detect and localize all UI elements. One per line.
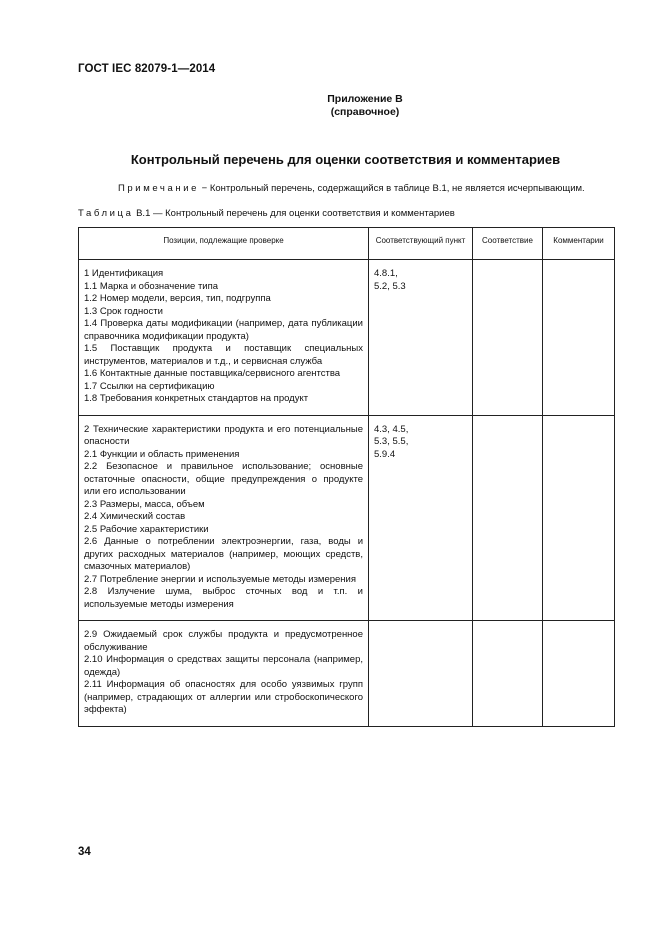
checklist-item: 1.1 Марка и обозначение типа — [84, 280, 219, 292]
checklist-item: 1.4 Проверка даты модификации (например, дата публикации справочника модификации продукта) — [84, 318, 363, 342]
clause-cell — [369, 621, 473, 727]
positions-cell — [79, 415, 369, 621]
clause-reference: 4.8.1, — [374, 268, 398, 279]
standard-designation: ГОСТ IEC 82079-1—2014 — [78, 63, 216, 75]
note — [118, 183, 585, 194]
checklist-item: 2.9 Ожидаемый срок службы продукта и предусмотренное обслуживание — [84, 629, 363, 653]
checklist-item: 1.5 Поставщик продукта и поставщик специальных инструментов, материалов и т.д., и сервисная служба — [84, 343, 363, 367]
note-label: Примечание — [118, 183, 199, 194]
checklist-item: 2.11 Информация об опасностях для особо уязвимых групп (например, страдающих от аллергии или стробоскопического эффекта) — [84, 679, 363, 715]
checklist-item: 2.6 Данные о потреблении электроэнергии, газа, воды и других расходных материалов (например, моющих средств, смазочных материалов) — [84, 536, 363, 572]
comments-cell — [543, 621, 615, 727]
appendix-heading — [280, 93, 450, 119]
table-caption-text: В.1 — Контрольный перечень для оценки соответствия и комментариев — [133, 208, 455, 219]
table-body — [79, 260, 615, 727]
table-row — [79, 621, 615, 727]
positions-cell — [79, 621, 369, 727]
checklist-item: 2.5 Рабочие характеристики — [84, 523, 209, 535]
table-row — [79, 415, 615, 621]
checklist-item: 2.3 Размеры, масса, объем — [84, 498, 205, 510]
checklist-item: 1.2 Номер модели, версия, тип, подгруппа — [84, 293, 271, 304]
clause-reference: 5.2, 5.3 — [374, 280, 406, 292]
clause-cell — [369, 415, 473, 621]
note-text: − Контрольный перечень, содержащийся в таблице В.1, не является исчерпывающим. — [199, 183, 585, 194]
appendix-subtitle: (справочное) — [330, 106, 400, 118]
header-clause: Соответствующий пункт — [369, 228, 473, 260]
compliance-cell — [473, 621, 543, 727]
header-compliance: Соответствие — [473, 228, 543, 260]
checklist-item: 1.3 Срок годности — [84, 305, 163, 317]
document-title: Контрольный перечень для оценки соответствия и комментариев — [130, 152, 561, 167]
clause-cell — [369, 260, 473, 416]
comments-cell — [543, 260, 615, 416]
checklist-item: 2.2 Безопасное и правильное использование; основные остаточные опасности, общие предупреждения о продукте или его использовании — [84, 461, 363, 497]
positions-cell — [79, 260, 369, 416]
compliance-cell — [473, 260, 543, 416]
clause-reference: 5.9.4 — [374, 448, 396, 460]
checklist-item: 1.8 Требования конкретных стандартов на продукт — [84, 393, 309, 404]
checklist-item: 2.1 Функции и область применения — [84, 448, 240, 460]
page-number: 34 — [78, 846, 91, 858]
clause-reference: 5.3, 5.5, — [374, 436, 409, 447]
header-comments: Комментарии — [543, 228, 615, 260]
checklist-item: 2 Технические характеристики продукта и его потенциальные опасности — [84, 423, 363, 447]
checklist-item: 1.6 Контактные данные поставщика/сервисного агентства — [84, 368, 341, 379]
clause-reference: 4.3, 4.5, — [374, 423, 409, 435]
table-row — [79, 260, 615, 416]
table-header-row — [79, 228, 615, 260]
checklist-item: 2.7 Потребление энергии и используемые методы измерения — [84, 573, 356, 585]
table-caption — [78, 208, 455, 219]
checklist-item: 2.10 Информация о средствах защиты персонала (например, одежда) — [84, 654, 363, 678]
comments-cell — [543, 415, 615, 621]
checklist-table — [78, 227, 615, 727]
checklist-item: 1.7 Ссылки на сертификацию — [84, 380, 215, 392]
table-caption-label: Таблица — [78, 208, 134, 219]
checklist-item: 1 Идентификация — [84, 268, 164, 279]
header-positions: Позиции, подлежащие проверке — [79, 228, 369, 260]
checklist-item: 2.8 Излучение шума, выброс сточных вод и т.п. и используемые методы измерения — [84, 586, 363, 610]
compliance-cell — [473, 415, 543, 621]
appendix-title: Приложение В — [327, 93, 403, 105]
checklist-item: 2.4 Химический состав — [84, 511, 186, 522]
